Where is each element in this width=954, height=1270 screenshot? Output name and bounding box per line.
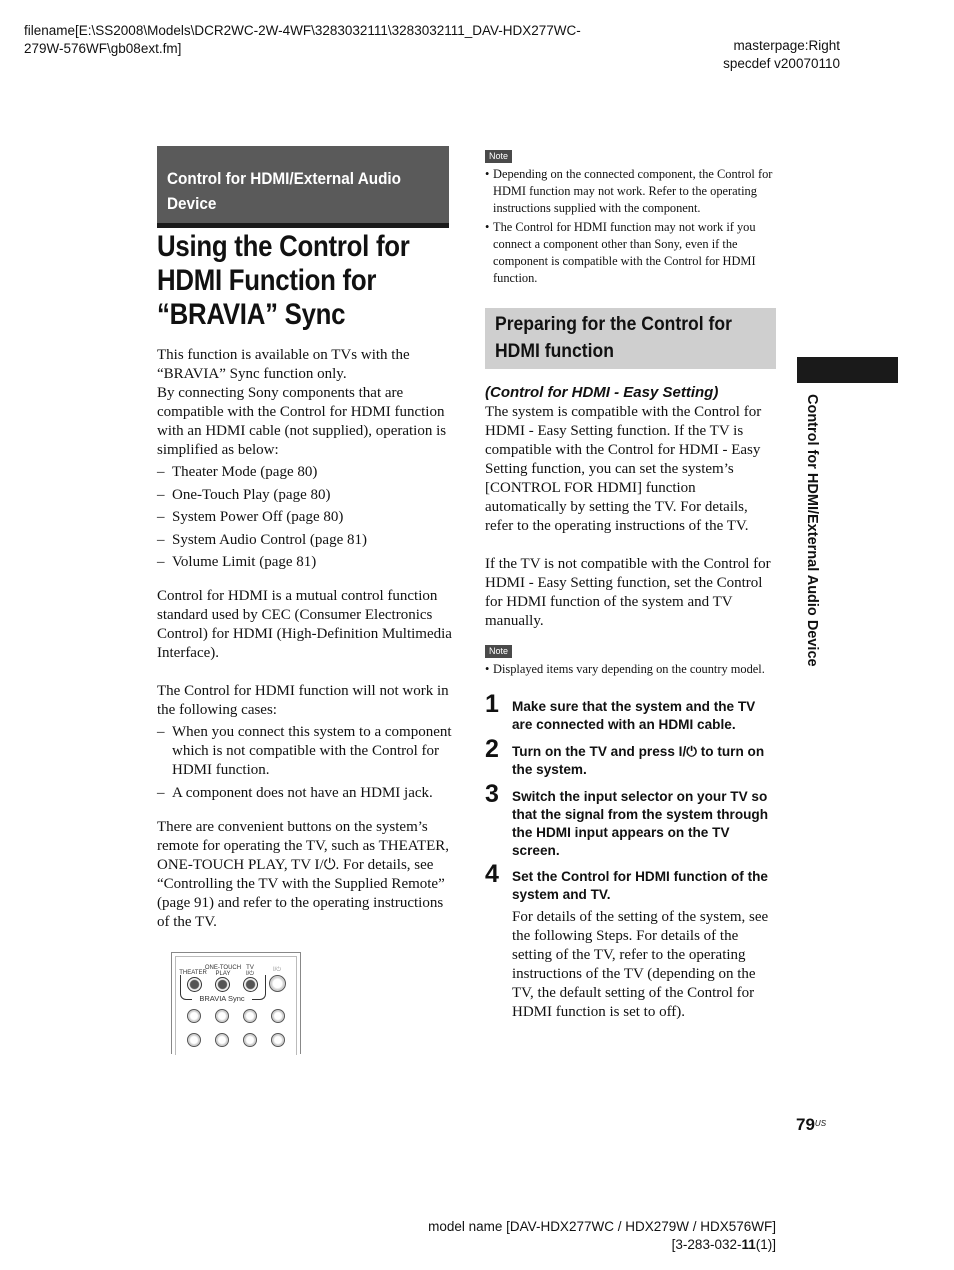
system-power-button[interactable] bbox=[269, 975, 286, 992]
note-top bbox=[485, 146, 777, 289]
filename-header bbox=[24, 22, 664, 58]
side-tab-block bbox=[797, 357, 898, 383]
remote-button[interactable] bbox=[243, 1009, 257, 1023]
not-work-list bbox=[157, 723, 453, 803]
remote-paragraph: There are convenient buttons on the system’s remote for operating the TV, such as THEATER, ONE-TOUCH PLAY, TV I/⏻. For details, see “Controlling the TV with the Supplied Remote” (page 91) and refer to the operating instructions of the TV. bbox=[157, 818, 450, 930]
remote-button[interactable] bbox=[243, 1033, 257, 1047]
not-work-intro: The Control for HDMI function will not work in the following cases: bbox=[157, 683, 449, 718]
cec-paragraph: Control for HDMI is a mutual control function standard used by CEC (Consumer Electronics Control) for HDMI (High-Definition Multimedia Interface). bbox=[157, 588, 452, 661]
part-number: [3-283-032-11(1)] bbox=[671, 1237, 776, 1252]
power-label: I/⏻ bbox=[272, 967, 282, 973]
note-bottom bbox=[485, 641, 777, 680]
list-item: – When you connect this system to a component which is not compatible with the Control for HDMI function. bbox=[157, 724, 452, 778]
remote-button[interactable] bbox=[215, 1009, 229, 1023]
theater-label: THEATER bbox=[179, 970, 207, 976]
list-item: • Displayed items vary depending on the country model. bbox=[485, 662, 765, 676]
list-item: – System Audio Control (page 81) bbox=[157, 531, 367, 548]
remote-illustration bbox=[171, 952, 301, 1054]
step-4-detail: For details of the setting of the system, see the following Steps. For details of the setting of the TV, refer to the operating instructions of the TV (depending on the TV, the default setting of the Control for HDMI function is set to off). bbox=[512, 909, 769, 1020]
step-number-3: 3 bbox=[485, 780, 499, 808]
remote-button[interactable] bbox=[187, 1033, 201, 1047]
page-title bbox=[157, 230, 449, 332]
step-number-4: 4 bbox=[485, 860, 499, 888]
masterpage-info bbox=[700, 37, 840, 73]
remote-button[interactable] bbox=[215, 1033, 229, 1047]
bravia-sync-label: BRAVIA Sync bbox=[192, 994, 252, 1003]
title-line-3: “BRAVIA” Sync bbox=[157, 298, 346, 331]
specdef-label: specdef v20070110 bbox=[723, 56, 840, 71]
section-heading-line-2: HDMI function bbox=[495, 340, 614, 362]
easy-setting-paragraph: The system is compatible with the Control for HDMI - Easy Setting function. If the TV is compatible with the Control for HDMI - Easy Setting function, you can set the system’s [CONTROL FOR HDMI] function automatically by setting the TV. For details, refer to the operating instructions of the TV. bbox=[485, 404, 762, 534]
list-item: – Theater Mode (page 80) bbox=[157, 464, 318, 480]
step-number-2: 2 bbox=[485, 735, 499, 763]
masterpage-label: masterpage:Right bbox=[733, 38, 840, 53]
page-suffix: US bbox=[814, 1119, 827, 1128]
remote-button[interactable] bbox=[271, 1009, 285, 1023]
theater-button[interactable] bbox=[187, 977, 202, 992]
list-item: – One-Touch Play (page 80) bbox=[157, 486, 331, 503]
left-column bbox=[157, 346, 453, 932]
section-heading-line-1: Preparing for the Control for bbox=[495, 313, 732, 335]
note-badge: Note bbox=[485, 150, 512, 163]
remote-button[interactable] bbox=[187, 1009, 201, 1023]
step-text-3: Switch the input selector on your TV so that the signal from the system through the HDMI input appears on the TV screen. bbox=[512, 789, 769, 858]
tv-label: TV I/⏻ bbox=[245, 965, 255, 977]
category-line-2: Device bbox=[167, 194, 217, 213]
model-name-footer bbox=[380, 1218, 776, 1254]
section-heading bbox=[485, 308, 776, 369]
step-number-1: 1 bbox=[485, 690, 499, 718]
manual-setting-paragraph: If the TV is not compatible with the Control for HDMI - Easy Setting function, set the Control for HDMI function of the system and TV manually. bbox=[485, 556, 771, 629]
list-item: – System Power Off (page 80) bbox=[157, 509, 344, 525]
step-text-4: Set the Control for HDMI function of the system and TV. bbox=[512, 869, 768, 902]
list-item: • The Control for HDMI function may not work if you connect a component other than Sony, even if the component is compatible with the Control for HDMI function. bbox=[485, 220, 756, 285]
page-number-value: 79 bbox=[796, 1115, 815, 1134]
intro-paragraph-1: This function is available on TVs with the “BRAVIA” Sync function only. bbox=[157, 347, 410, 382]
note-badge: Note bbox=[485, 645, 512, 658]
list-item: • Depending on the connected component, the Control for HDMI function may not work. Refer to the operating instructions supplied with the component. bbox=[485, 167, 773, 215]
intro-paragraph-2: By connecting Sony components that are compatible with the Control for HDMI function with an HDMI cable (not supplied), operation is simplified as below: bbox=[157, 385, 447, 458]
easy-setting-subheading: (Control for HDMI - Easy Setting) bbox=[485, 384, 719, 401]
list-item: – Volume Limit (page 81) bbox=[157, 554, 317, 570]
page-number bbox=[796, 1115, 826, 1135]
one-touch-label: ONE-TOUCH PLAY bbox=[204, 965, 242, 977]
filename-line-2: 279W-576WF\gb08ext.fm] bbox=[24, 41, 182, 56]
note-list-bottom bbox=[485, 661, 777, 678]
title-line-1: Using the Control for bbox=[157, 230, 410, 263]
step-text-2: Turn on the TV and press I/⏻ to turn on the system. bbox=[512, 744, 765, 777]
list-item: – A component does not have an HDMI jack. bbox=[157, 784, 433, 801]
title-line-2: HDMI Function for bbox=[157, 264, 377, 297]
filename-line-1: filename[E:\SS2008\Models\DCR2WC-2W-4WF\3283032111\3283032111_DAV-HDX277WC- bbox=[24, 23, 581, 38]
model-name: model name [DAV-HDX277WC / HDX279W / HDX576WF] bbox=[428, 1219, 776, 1234]
tv-power-button[interactable] bbox=[243, 977, 258, 992]
feature-list bbox=[157, 463, 453, 572]
note-list-top bbox=[485, 166, 777, 287]
right-body bbox=[485, 403, 777, 631]
one-touch-play-button[interactable] bbox=[215, 977, 230, 992]
category-line-1: Control for HDMI/External Audio bbox=[167, 169, 402, 188]
step-text-1: Make sure that the system and the TV are connected with an HDMI cable. bbox=[512, 699, 756, 732]
category-bar bbox=[157, 146, 449, 228]
side-tab-label: Control for HDMI/External Audio Device bbox=[804, 394, 820, 667]
remote-button[interactable] bbox=[271, 1033, 285, 1047]
